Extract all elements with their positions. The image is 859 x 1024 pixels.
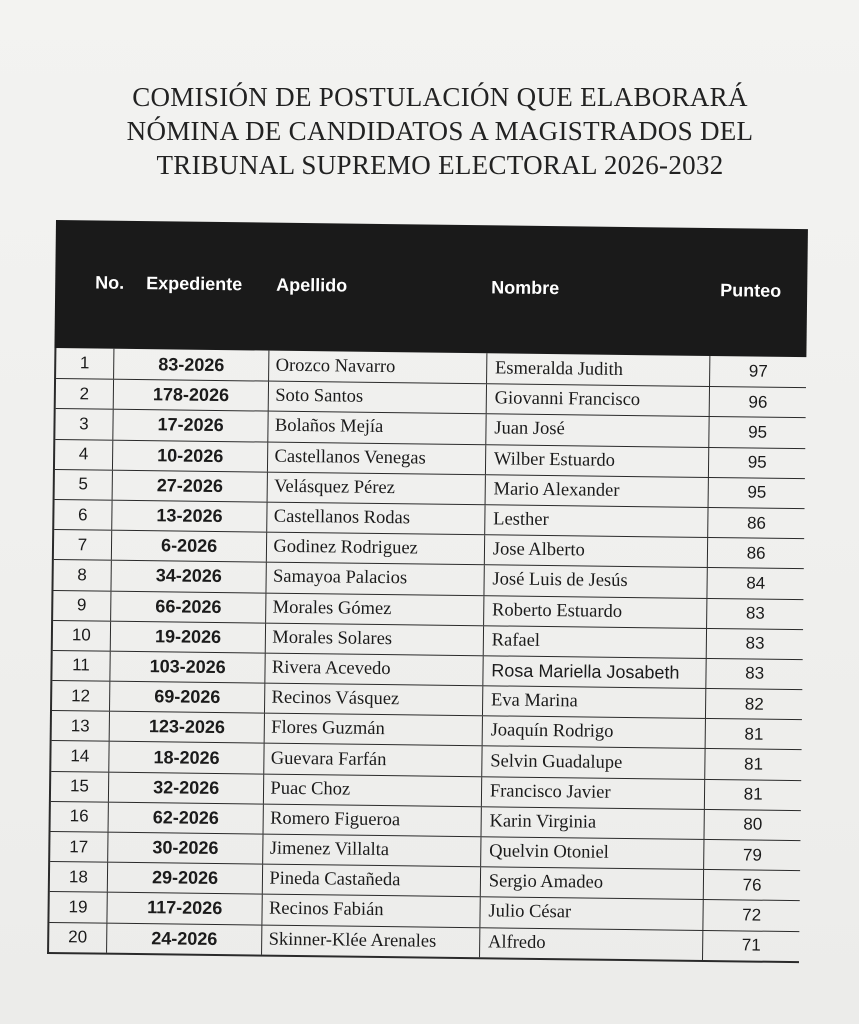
apellido-cell: Romero Figueroa bbox=[264, 804, 482, 836]
expediente-cell: 18-2026 bbox=[109, 742, 265, 773]
punteo-cell: 80 bbox=[743, 814, 763, 835]
row-number: 8 bbox=[53, 560, 111, 590]
punteo-cell: 95 bbox=[748, 422, 768, 442]
apellido-cell: Soto Santos bbox=[269, 382, 487, 414]
expediente-cell: 17-2026 bbox=[113, 410, 269, 441]
nombre-cell: Rosa Mariella Josabeth bbox=[483, 656, 707, 688]
expediente-cell: 62-2026 bbox=[108, 803, 264, 834]
nombre-cell: Selvin Guadalupe bbox=[482, 747, 706, 779]
row-number: 2 bbox=[56, 379, 114, 409]
apellido-cell: Samayoa Palacios bbox=[267, 563, 485, 595]
row-number: 12 bbox=[52, 681, 110, 711]
nombre-cell: Julio César bbox=[480, 898, 704, 930]
expediente-cell: 24-2026 bbox=[107, 923, 263, 954]
row-number: 3 bbox=[55, 409, 113, 439]
title-line-2: NÓMINA DE CANDIDATOS A MAGISTRADOS DEL bbox=[126, 116, 754, 146]
punteo-cell: 86 bbox=[746, 543, 766, 563]
table-body bbox=[47, 348, 806, 963]
expediente-cell: 83-2026 bbox=[114, 349, 270, 381]
apellido-cell: Guevara Farfán bbox=[265, 744, 483, 776]
row-number: 14 bbox=[51, 741, 109, 771]
row-number: 1 bbox=[56, 348, 114, 379]
expediente-cell: 123-2026 bbox=[109, 712, 265, 743]
expediente-cell: 178-2026 bbox=[114, 380, 270, 411]
nombre-cell: José Luis de Jesús bbox=[484, 566, 708, 598]
nombre-cell: Mario Alexander bbox=[485, 475, 709, 507]
header-apellido: Apellido bbox=[276, 274, 348, 296]
apellido-cell: Puac Choz bbox=[264, 774, 482, 806]
row-number: 4 bbox=[55, 440, 113, 470]
row-number: 5 bbox=[55, 470, 113, 500]
row-number: 18 bbox=[50, 862, 108, 892]
row-number: 10 bbox=[53, 621, 111, 651]
row-number: 15 bbox=[51, 772, 109, 802]
apellido-cell: Pineda Castañeda bbox=[263, 865, 481, 897]
nombre-cell: Francisco Javier bbox=[482, 777, 706, 809]
punteo-cell: 95 bbox=[747, 452, 767, 472]
apellido-cell: Jimenez Villalta bbox=[264, 835, 482, 867]
expediente-cell: 69-2026 bbox=[110, 682, 266, 713]
row-number: 19 bbox=[49, 892, 107, 922]
apellido-cell: Rivera Acevedo bbox=[266, 653, 484, 685]
document-title bbox=[60, 80, 820, 182]
punteo-cell: 95 bbox=[747, 482, 767, 503]
punteo-cell: 82 bbox=[744, 694, 764, 714]
nombre-cell: Jose Alberto bbox=[485, 535, 709, 567]
punteo-cell: 81 bbox=[743, 754, 764, 774]
expediente-cell: 29-2026 bbox=[108, 863, 264, 894]
row-number: 11 bbox=[52, 651, 110, 681]
expediente-cell: 117-2026 bbox=[107, 893, 263, 924]
apellido-cell: Skinner-Klée Arenales bbox=[262, 925, 480, 957]
header-expediente: Expediente bbox=[146, 273, 243, 295]
punteo-cell: 84 bbox=[746, 573, 766, 593]
apellido-cell: Castellanos Rodas bbox=[268, 503, 486, 535]
nombre-cell: Roberto Estuardo bbox=[484, 596, 708, 628]
expediente-cell: 34-2026 bbox=[111, 561, 267, 592]
nombre-cell: Quelvin Otoniel bbox=[481, 837, 705, 869]
punteo-cell: 81 bbox=[744, 724, 764, 744]
nombre-cell: Wilber Estuardo bbox=[486, 445, 710, 477]
nombre-cell: Giovanni Francisco bbox=[487, 384, 711, 416]
apellido-cell: Godinez Rodriguez bbox=[267, 533, 485, 565]
punteo-cell: 79 bbox=[742, 845, 763, 865]
nombre-cell: Lesther bbox=[485, 505, 709, 537]
apellido-cell: Flores Guzmán bbox=[265, 714, 483, 746]
expediente-cell: 6-2026 bbox=[112, 531, 268, 562]
row-number: 13 bbox=[52, 711, 110, 741]
expediente-cell: 10-2026 bbox=[113, 440, 269, 471]
nombre-cell: Juan José bbox=[486, 415, 710, 447]
row-number: 20 bbox=[49, 923, 107, 953]
row-number: 6 bbox=[54, 500, 112, 530]
punteo-cell: 83 bbox=[745, 663, 765, 684]
expediente-cell: 103-2026 bbox=[110, 652, 266, 683]
punteo-cell: 71 bbox=[741, 935, 761, 955]
expediente-cell: 30-2026 bbox=[108, 833, 264, 864]
apellido-cell: Recinos Fabián bbox=[263, 895, 481, 927]
nombre-cell: Joaquín Rodrigo bbox=[482, 717, 706, 749]
expediente-cell: 27-2026 bbox=[112, 470, 268, 501]
expediente-cell: 19-2026 bbox=[111, 621, 267, 652]
apellido-cell: Orozco Navarro bbox=[269, 351, 487, 384]
punteo-cell: 83 bbox=[745, 633, 765, 653]
punteo-cell: 81 bbox=[743, 784, 763, 804]
apellido-cell: Velásquez Pérez bbox=[268, 472, 486, 504]
punteo-cell: 96 bbox=[748, 392, 768, 412]
punteo-cell: 76 bbox=[742, 875, 762, 895]
nombre-cell: Rafael bbox=[484, 626, 708, 658]
row-number: 9 bbox=[53, 590, 111, 620]
apellido-cell: Morales Solares bbox=[266, 623, 484, 655]
row-number: 16 bbox=[51, 802, 109, 832]
nombre-cell: Sergio Amadeo bbox=[481, 867, 705, 899]
nombre-cell: Karin Virginia bbox=[481, 807, 705, 839]
row-number: 17 bbox=[50, 832, 108, 862]
apellido-cell: Morales Gómez bbox=[267, 593, 485, 625]
punteo-cell: 97 bbox=[748, 361, 768, 381]
apellido-cell: Recinos Vásquez bbox=[265, 684, 483, 716]
header-punteo: Punteo bbox=[720, 280, 782, 301]
header-nombre: Nombre bbox=[491, 277, 560, 299]
punteo-cell: 86 bbox=[746, 512, 767, 533]
nombre-cell: Eva Marina bbox=[483, 686, 707, 718]
punteo-cell: 83 bbox=[745, 603, 765, 623]
punteo-cell: 72 bbox=[742, 905, 762, 925]
apellido-cell: Castellanos Venegas bbox=[268, 442, 486, 474]
title-line-1: COMISIÓN DE POSTULACIÓN QUE ELABORARÁ bbox=[132, 82, 748, 112]
header-no: No. bbox=[95, 272, 125, 293]
nombre-cell: Esmeralda Judith bbox=[487, 353, 711, 386]
expediente-cell: 66-2026 bbox=[111, 591, 267, 622]
expediente-cell: 32-2026 bbox=[109, 772, 265, 803]
title-line-3: TRIBUNAL SUPREMO ELECTORAL 2026-2032 bbox=[156, 150, 724, 180]
nombre-cell: Alfredo bbox=[480, 928, 704, 960]
row-number: 7 bbox=[54, 530, 112, 560]
candidates-table bbox=[47, 220, 808, 963]
expediente-cell: 13-2026 bbox=[112, 501, 268, 532]
table-header bbox=[54, 220, 808, 357]
apellido-cell: Bolaños Mejía bbox=[269, 412, 487, 444]
